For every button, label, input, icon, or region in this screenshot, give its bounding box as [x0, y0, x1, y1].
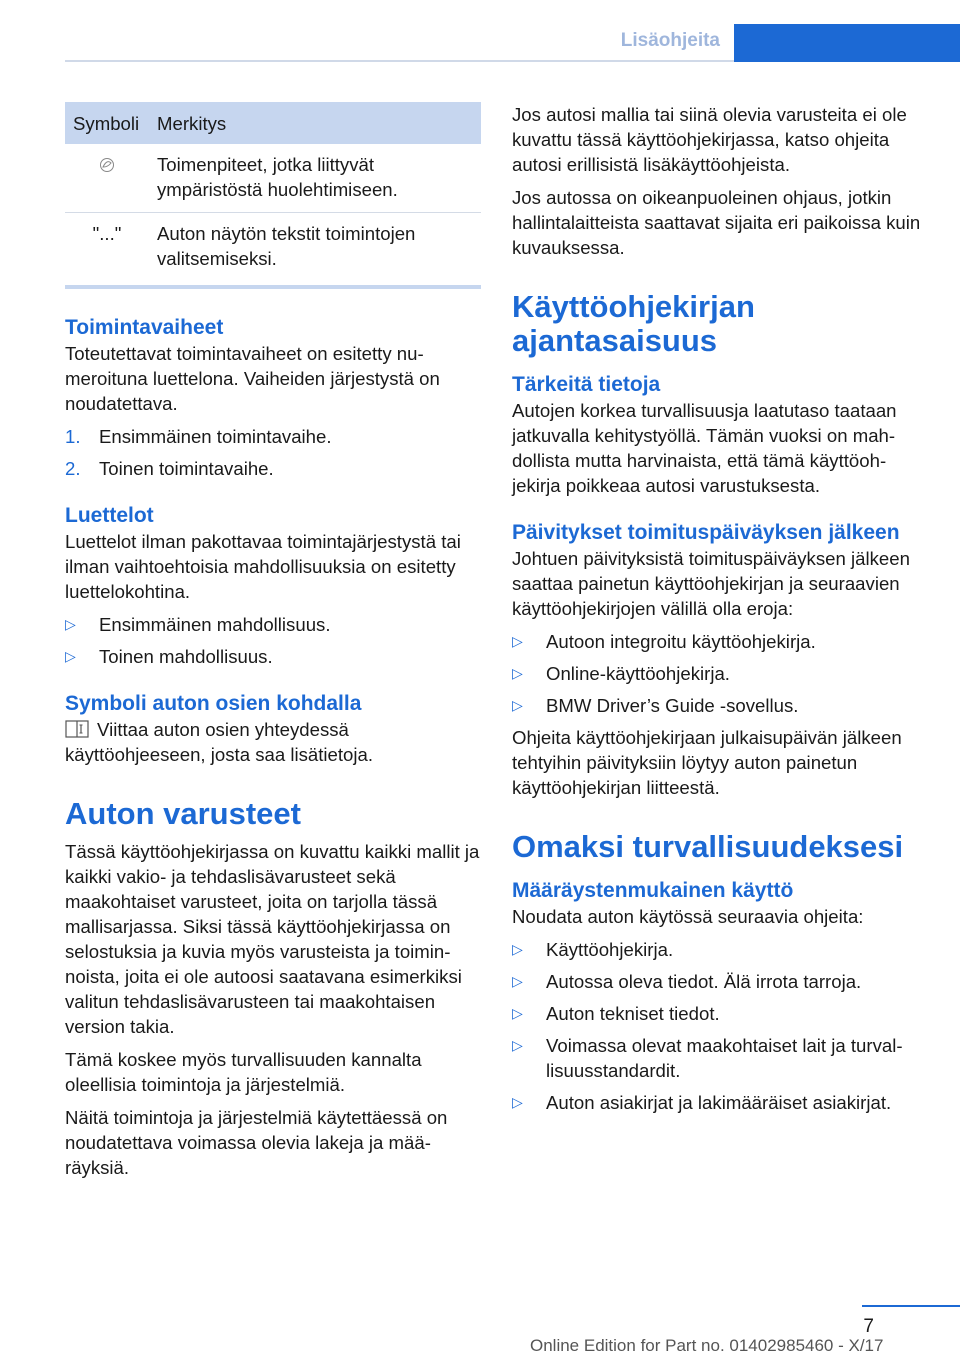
heading-manual-currency: Käyttöohjekirjan ajantasaisuus	[512, 289, 755, 358]
heading-steps: Toimintavaiheet	[65, 316, 224, 339]
paragraph: Noudata auton käytössä seuraavia ohjeita:	[512, 906, 864, 927]
table-cell-symbol: "..."	[92, 223, 122, 244]
list-item: ▷ Autossa oleva tiedot. Älä irrota tarroja.	[512, 971, 862, 992]
heading-updates-after: Päivitykset toimituspäiväyksen jälkeen	[512, 521, 900, 544]
heading-important: Tärkeitä tietoja	[512, 373, 661, 396]
bullet-list	[512, 937, 928, 1115]
triangle-bullet-icon: ▷	[512, 973, 523, 989]
bullet-list	[512, 629, 928, 718]
list-item: ▷ Käyttöohjekirja.	[512, 939, 674, 960]
heading-equipment: Auton varusteet	[65, 796, 301, 831]
list-item: ▷ BMW Driver’s Guide -sovellus.	[512, 695, 799, 716]
list-item: ▷ Online-käyttöohjekirja.	[512, 663, 730, 684]
bullet-list	[65, 612, 481, 669]
edition-note: Online Edition for Part no. 01402985460 - X/17	[530, 1336, 884, 1355]
table-cell-meaning: Toimenpiteet, jotka liittyvät ympäristöstä huolehtimiseen.	[149, 144, 481, 213]
table-bottom-rule	[65, 285, 481, 289]
paragraph: Jos autossa on oikeanpuoleinen ohjaus, jotkin hallintalaitteista saattavat sijaita eri paikoissa kuin kuvauksessa.	[512, 187, 921, 258]
section-title: Lisäohjeita	[620, 30, 720, 51]
footer-rule	[862, 1305, 960, 1307]
paragraph: Tämä koskee myös turvallisuuden kannalta oleellisia toimintoja ja järjestelmiä.	[65, 1049, 422, 1095]
paragraph: Ohjeita käyttöohjekirjaan julkaisupäivän jälkeen tehtyihin päivityksiin löytyy auton painetun käyttöohjekirjan liitteestä.	[512, 727, 902, 798]
paragraph: Jos autosi mallia tai siinä olevia varusteita ei ole kuvattu tässä käyttöohjekirjassa, katso ohjeita autosi erillisistä lisäkäyttöohjeista.	[512, 104, 907, 175]
paragraph: Autojen korkea turvallisuusja laatutaso taataan jatkuvalla kehitystyöllä. Tämän vuoksi on mahdollista mutta harvinaista, että tämä käyttöohjekirja poikkeaa autosi varustuksesta.	[512, 400, 897, 496]
table-header-meaning: Merkitys	[149, 102, 481, 144]
symbol-table	[65, 102, 481, 285]
triangle-bullet-icon: ▷	[512, 941, 523, 957]
list-item: 1. Ensimmäinen toimintavaihe.	[65, 426, 332, 447]
triangle-bullet-icon: ▷	[512, 633, 523, 649]
book-info-icon	[65, 719, 89, 737]
triangle-bullet-icon: ▷	[65, 648, 76, 664]
paragraph: Toteutettavat toimintavaiheet on esitetty numeroituna luettelona. Vaiheiden järjestystä on noudatettava.	[65, 343, 440, 414]
right-column	[512, 102, 928, 1122]
heading-safety: Omaksi turvallisuudeksesi	[512, 829, 904, 864]
table-header-symbol: Symboli	[65, 102, 149, 144]
triangle-bullet-icon: ▷	[512, 1094, 523, 1110]
table-row	[65, 144, 481, 213]
table-header-row	[65, 102, 481, 144]
table-cell-meaning: Auton näytön tekstit toimintojen valitsemiseksi.	[157, 223, 416, 269]
paragraph: Tässä käyttöohjekirjassa on kuvattu kaikki mallit ja kaikki vakio- ja tehdaslisävarusteet sekä maakohtaiset varusteet, joita on tarjolla tässä mallisarjassa. Siksi tässä käyttöohjekirjassa on selostuksia ja kuvia myös varusteista ja toiminnoista, joita ei ole autoosi saatavana esimerkiksi valitun tehdaslisävarusteen tai maakohtaisen version takia.	[65, 841, 480, 1037]
list-item: ▷ Auton asiakirjat ja lakimääräiset asiakirjat.	[512, 1092, 892, 1113]
heading-symbol-parts: Symboli auton osien kohdalla	[65, 692, 362, 715]
list-item: ▷ Auton tekniset tiedot.	[512, 1003, 720, 1024]
heading-lists: Luettelot	[65, 504, 154, 527]
list-item: ▷ Voimassa olevat maakohtaiset lait ja turvallisuusstandardit.	[512, 1035, 903, 1081]
paragraph: Luettelot ilman pakottavaa toimintajärjestystä tai ilman vaihtoehtoisia mahdollisuuksia on esitetty luettelokohtina.	[65, 531, 461, 602]
list-item: ▷ Toinen mahdollisuus.	[65, 646, 273, 667]
table-row	[65, 213, 481, 286]
triangle-bullet-icon: ▷	[512, 1005, 523, 1021]
triangle-bullet-icon: ▷	[65, 616, 76, 632]
paragraph: Viittaa auton osien yhteydessä käyttöohjeeseen, josta saa lisätietoja.	[65, 719, 374, 765]
steps-list	[65, 424, 481, 481]
recycle-leaf-icon	[99, 154, 115, 170]
triangle-bullet-icon: ▷	[512, 1037, 523, 1053]
list-item: ▷ Autoon integroitu käyttöohjekirja.	[512, 631, 816, 652]
heading-proper-use: Määräystenmukainen käyttö	[512, 879, 794, 902]
header-accent-bar	[734, 24, 960, 62]
left-column	[65, 102, 481, 1188]
triangle-bullet-icon: ▷	[512, 665, 523, 681]
page-number: 7	[863, 1316, 874, 1337]
list-item: ▷ Ensimmäinen mahdollisuus.	[65, 614, 331, 635]
paragraph: Näitä toimintoja ja järjestelmiä käytettäessä on noudatettava voimassa olevia lakeja ja määräyksiä.	[65, 1107, 448, 1178]
triangle-bullet-icon: ▷	[512, 697, 523, 713]
list-item: 2. Toinen toimintavaihe.	[65, 458, 274, 479]
paragraph: Johtuen päivityksistä toimituspäiväyksen jälkeen saattaa painetun käyttöohjekirjan ja seuraavien käyttöohjekirjojen välillä olla eroja:	[512, 548, 910, 619]
